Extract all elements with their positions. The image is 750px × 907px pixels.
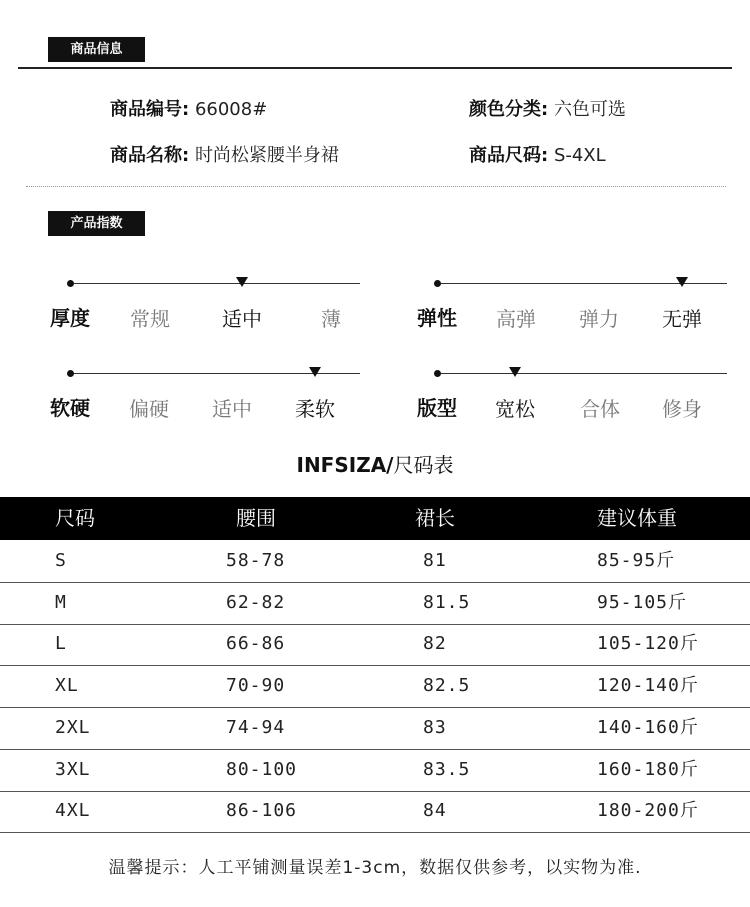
cell-length: 82 xyxy=(423,633,447,655)
index-name: 弹性 xyxy=(417,306,457,330)
product-size-label: 商品尺码: xyxy=(469,145,549,166)
index-option: 柔软 xyxy=(295,397,335,421)
cell-weight: 95-105斤 xyxy=(597,591,688,613)
index-option: 合体 xyxy=(580,397,620,421)
header-length: 裙长 xyxy=(415,506,455,530)
size-chart-title xyxy=(0,449,750,478)
cell-waist: 62-82 xyxy=(226,591,286,613)
brand-name: INFSIZA/ xyxy=(296,453,394,477)
cell-weight: 160-180斤 xyxy=(597,758,699,780)
selection-marker-icon xyxy=(676,277,688,287)
cell-size: M xyxy=(55,591,67,613)
cell-size: 4XL xyxy=(55,800,91,822)
index-elasticity xyxy=(417,274,727,344)
index-option: 偏硬 xyxy=(129,397,169,421)
cell-weight: 120-140斤 xyxy=(597,675,699,697)
size-table-header xyxy=(0,497,750,540)
index-option: 适中 xyxy=(212,397,252,421)
scale-line xyxy=(70,283,360,284)
cell-waist: 66-86 xyxy=(226,633,286,655)
cell-size: 3XL xyxy=(55,758,91,780)
cell-waist: 70-90 xyxy=(226,675,286,697)
table-row xyxy=(0,540,750,583)
index-option: 薄 xyxy=(321,307,341,331)
dotted-divider xyxy=(26,186,726,187)
index-option: 无弹 xyxy=(662,307,702,331)
index-fit xyxy=(417,364,727,434)
table-row xyxy=(0,790,750,833)
index-option: 宽松 xyxy=(495,397,535,421)
cell-waist: 80-100 xyxy=(226,758,298,780)
product-code-label: 商品编号: xyxy=(110,99,190,120)
product-size xyxy=(469,141,606,167)
size-chart-label: 尺码表 xyxy=(393,453,454,477)
index-name: 版型 xyxy=(417,396,457,420)
header-size: 尺码 xyxy=(55,506,95,530)
scale-start-dot xyxy=(67,280,74,287)
table-row xyxy=(0,749,750,792)
product-code-value: 66008# xyxy=(194,99,268,120)
cell-waist: 86-106 xyxy=(226,800,298,822)
product-info-tag: 商品信息 xyxy=(48,37,145,62)
product-name xyxy=(110,141,339,167)
color-category xyxy=(469,95,626,121)
selection-marker-icon xyxy=(509,367,521,377)
index-name: 软硬 xyxy=(50,396,90,420)
section-divider xyxy=(18,67,732,69)
cell-length: 83.5 xyxy=(423,758,471,780)
cell-waist: 74-94 xyxy=(226,716,286,738)
cell-length: 81 xyxy=(423,550,447,571)
index-option: 弹力 xyxy=(579,307,619,331)
cell-size: L xyxy=(55,633,67,655)
cell-length: 82.5 xyxy=(423,675,471,697)
cell-waist: 58-78 xyxy=(226,550,286,571)
cell-weight: 140-160斤 xyxy=(597,716,699,738)
scale-start-dot xyxy=(434,280,441,287)
product-code xyxy=(110,95,267,121)
index-softness xyxy=(50,364,360,434)
index-option: 常规 xyxy=(130,307,170,331)
cell-weight: 180-200斤 xyxy=(597,800,699,822)
table-row xyxy=(0,582,750,625)
scale-line xyxy=(437,373,727,374)
cell-weight: 105-120斤 xyxy=(597,633,699,655)
index-option: 高弹 xyxy=(496,307,536,331)
product-name-label: 商品名称: xyxy=(110,145,190,166)
product-size-value: S-4XL xyxy=(553,145,606,166)
color-category-value: 六色可选 xyxy=(553,99,626,120)
table-row xyxy=(0,665,750,708)
index-thickness xyxy=(50,274,360,344)
color-category-label: 颜色分类: xyxy=(469,99,549,120)
selection-marker-icon xyxy=(236,277,248,287)
cell-length: 83 xyxy=(423,716,447,738)
index-option: 修身 xyxy=(662,397,702,421)
cell-weight: 85-95斤 xyxy=(597,550,676,571)
table-row xyxy=(0,707,750,750)
scale-start-dot xyxy=(434,370,441,377)
scale-start-dot xyxy=(67,370,74,377)
cell-length: 84 xyxy=(423,800,447,822)
measurement-note: 温馨提示：人工平铺测量误差1-3cm，数据仅供参考，以实物为准. xyxy=(108,858,642,878)
product-name-value: 时尚松紧腰半身裙 xyxy=(194,145,339,166)
index-name: 厚度 xyxy=(50,306,90,330)
selection-marker-icon xyxy=(309,367,321,377)
cell-size: S xyxy=(55,550,67,571)
index-option: 适中 xyxy=(222,307,262,331)
header-waist: 腰围 xyxy=(236,506,276,530)
product-index-tag: 产品指数 xyxy=(48,211,145,236)
header-weight: 建议体重 xyxy=(597,506,677,530)
cell-length: 81.5 xyxy=(423,591,471,613)
table-row xyxy=(0,623,750,666)
cell-size: 2XL xyxy=(55,716,91,738)
cell-size: XL xyxy=(55,675,79,697)
